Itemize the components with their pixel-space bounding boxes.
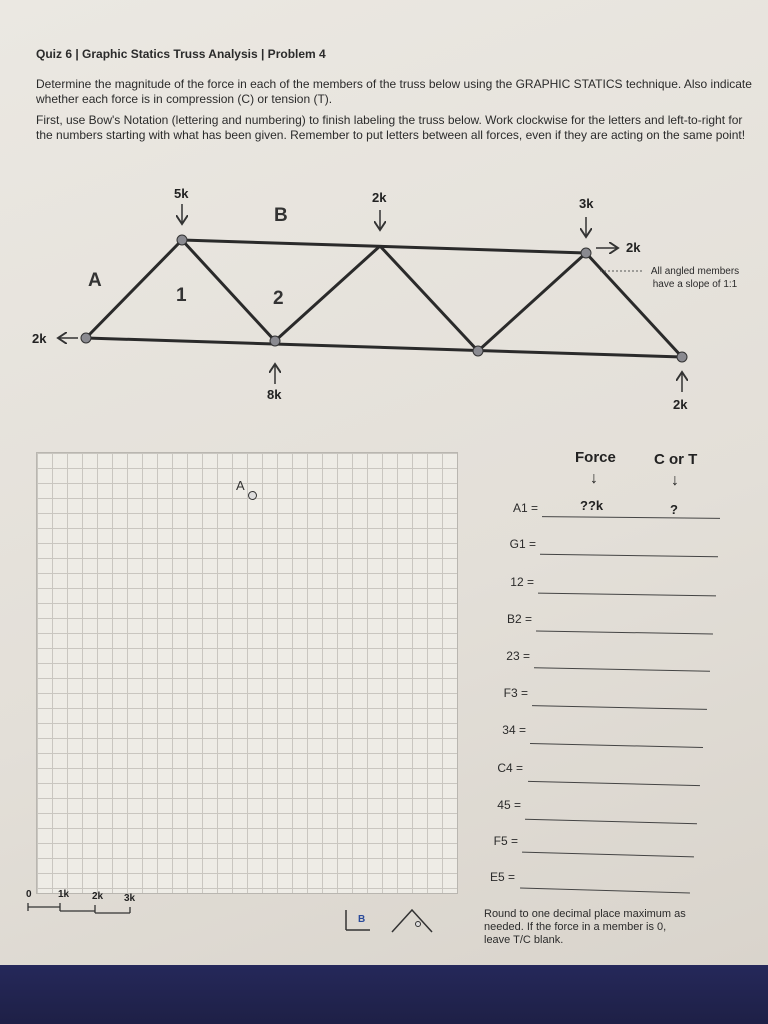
footer-icons xyxy=(340,898,460,938)
grid-point-label: A xyxy=(236,478,245,493)
member-diagonal-2 xyxy=(275,246,380,341)
cort-column-header: C or T xyxy=(654,451,698,468)
answer-label-a1: A1 = xyxy=(512,501,538,515)
load-label-3k: 3k xyxy=(579,196,594,211)
answer-label-12: 12 = xyxy=(510,575,534,589)
space-label-b: B xyxy=(274,205,288,226)
slope-note-box xyxy=(640,265,750,299)
space-label-a: A xyxy=(88,270,102,291)
answer-label-23: 23 = xyxy=(506,649,530,663)
truss-joints xyxy=(81,235,687,362)
instruction-paragraph-1: Determine the magnitude of the force in each of the members of the truss below using the GRAPHIC STATICS technique. Also indicate whether each force is in compression (C) or tension (T). xyxy=(36,77,752,106)
footer-icon-label: B xyxy=(358,914,366,925)
load-label-2k-left: 2k xyxy=(32,331,47,346)
scale-tick-0: 0 xyxy=(26,889,32,900)
joint-bottom-2 xyxy=(473,346,483,356)
space-label-2: 2 xyxy=(273,288,284,309)
answer-label-f5: F5 = xyxy=(493,834,518,848)
footer-point-icon xyxy=(416,922,421,927)
answer-label-f3: F3 = xyxy=(503,686,528,700)
scale-bar xyxy=(28,903,130,913)
answer-label-c4: C4 = xyxy=(497,761,523,775)
background-surface xyxy=(0,965,768,1024)
space-label-1: 1 xyxy=(176,285,187,306)
answer-label-g1: G1 = xyxy=(509,537,536,551)
scale-tick-2k: 2k xyxy=(92,891,104,902)
member-diagonal-4 xyxy=(478,253,586,351)
answer-label-45: 45 = xyxy=(497,798,521,812)
member-diagonal-1 xyxy=(182,240,275,341)
joint-top-right xyxy=(581,248,591,258)
page-title: Quiz 6 | Graphic Statics Truss Analysis | Problem 4 xyxy=(36,47,326,61)
force-column-header: Force xyxy=(575,449,616,466)
scale-tick-1k: 1k xyxy=(58,889,70,900)
graph-paper-grid[interactable] xyxy=(36,452,458,894)
joint-right xyxy=(677,352,687,362)
joint-left xyxy=(81,333,91,343)
scale-tick-3k: 3k xyxy=(124,893,136,904)
member-diagonal-3 xyxy=(380,246,478,351)
instruction-paragraph-2: First, use Bow's Notation (lettering and numbering) to finish labeling the truss below. Work clockwise for the letters and left-to-right for the numbers starting with what has been given. Remember to put letters between all forces, even if they are acting on the same point! xyxy=(36,113,746,142)
load-arrows xyxy=(58,204,682,392)
force-down-arrow: ↓ xyxy=(590,470,598,487)
load-label-5k: 5k xyxy=(174,186,189,201)
footer-note: Round to one decimal place maximum as needed. If the force in a member is 0, leave T/C blank. xyxy=(484,908,686,946)
reaction-label-2k: 2k xyxy=(673,397,688,412)
footer-triangle-icon xyxy=(392,910,432,932)
answer-force-a1: ??k xyxy=(580,498,604,513)
slope-note: All angled members have a slope of 1:1 xyxy=(650,266,740,290)
joint-bottom-1 xyxy=(270,336,280,346)
answer-label-34: 34 = xyxy=(502,723,526,737)
joint-top-left xyxy=(177,235,187,245)
member-bottom-chord xyxy=(86,338,682,357)
grid-start-point xyxy=(248,491,257,500)
answer-label-e5: E5 = xyxy=(489,870,515,884)
load-label-2k-top: 2k xyxy=(372,190,387,205)
truss-diagram xyxy=(0,180,768,430)
load-label-2k-right: 2k xyxy=(626,240,641,255)
reaction-label-8k: 8k xyxy=(267,387,282,402)
cort-down-arrow: ↓ xyxy=(671,472,679,489)
force-scale xyxy=(20,885,160,915)
answer-label-b2: B2 = xyxy=(506,612,532,626)
answer-cort-a1: ? xyxy=(670,502,678,517)
